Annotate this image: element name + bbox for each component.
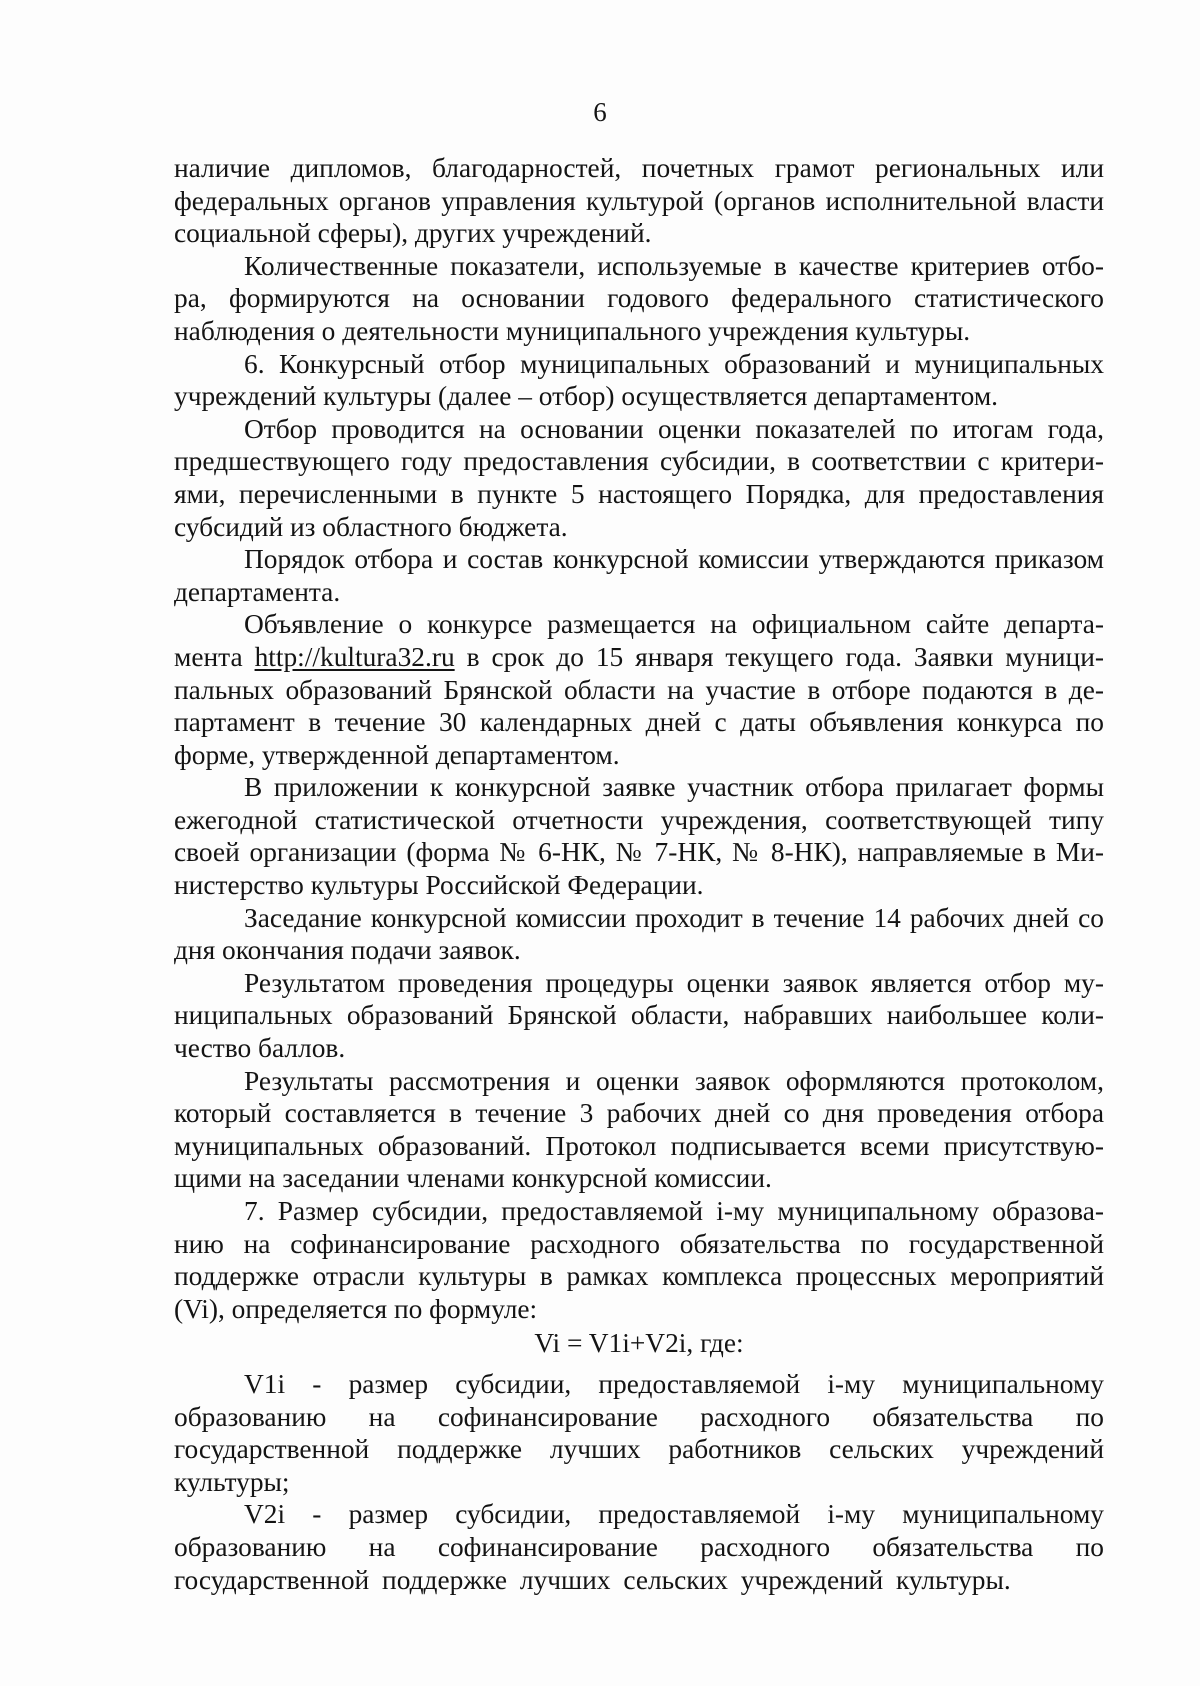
paragraph-section-7: 7. Размер субсидии, предоставляемой i-му муниципальному образова-нию на софинансирование расходного обязательства по государственной поддержке отрасли культуры в рамках комплекса процессных мероприятий (Vi), определяется по формуле: [174,1196,1104,1324]
paragraph-section-6: 6. Конкурсный отбор муниципальных образований и муниципальных учреждений культуры (далее – отбор) осуществляется департаментом. [174,348,1104,412]
paragraph-commission-meeting: Заседание конкурсной комиссии проходит в течение 14 рабочих дней со дня окончания подачи заявок. [174,902,1104,966]
paragraph-diplomas: наличие дипломов, благодарностей, почетных грамот региональных или федеральных органов управления культурой (органов исполнительной власти социальной сферы), других учреждений. [174,153,1104,249]
paragraph-announcement [174,608,1104,771]
page-number: 6 [593,97,607,127]
subsidy-formula: Vi = V1i+V2i, где: [534,1328,744,1359]
definition-v2i: V2i - размер субсидии, предоставляемой i-му муниципальному образованию на софинансирование расходного обязательства по государственной поддержке лучших сельских учреждений культуры. [174,1499,1104,1595]
paragraph-selection-order: Порядок отбора и состав конкурсной комиссии утверждаются приказом департамента. [174,544,1104,607]
announcement-text-before: Объявление о конкурсе размещается на официальном сайте департа-мента [174,609,1104,672]
paragraph-selection-basis: Отбор проводится на основании оценки показателей по итогам года, предшествующего году предоставления субсидии, в соответствии с критери-ями, перечисленными в пункте 5 настоящего Порядка, для предоставления субсидий из областного бюджета. [174,413,1104,542]
paragraph-evaluation-result: Результатом проведения процедуры оценки заявок является отбор му-ниципальных образований Брянской области, набравших наибольшее коли-чество баллов. [174,967,1104,1064]
definition-v1i: V1i - размер субсидии, предоставляемой i-му муниципальному образованию на софинансирование расходного обязательства по государственной поддержке лучших работников сельских учреждений культуры; [174,1368,1104,1497]
kultura32-link[interactable]: http://kultura32.ru [254,641,455,672]
paragraph-protocol: Результаты рассмотрения и оценки заявок оформляются протоколом, который составляется в течение 3 рабочих дней со дня проведения отбора муниципальных образований. Протокол подписывается всеми присутствую-щими на заседании членами конкурсной комиссии. [174,1065,1104,1194]
paragraph-quantitative-indicators: Количественные показатели, используемые в качестве критериев отбо-ра, формируются на основании годового федерального статистического наблюдения о деятельности муниципального учреждения культуры. [174,250,1104,346]
paragraph-application-annex: В приложении к конкурсной заявке участник отбора прилагает формы ежегодной статистической отчетности учреждения, соответствующей типу своей организации (форма № 6-НК, № 7-НК, № 8-НК), направляемые в Ми-нистерство культуры Российской Федерации. [174,772,1104,901]
document-body [174,152,1104,1596]
announcement-text-after: в срок до 15 января текущего года. Заявки муници-пальных образований Брянской области на участие в отборе подаются в де-партамент в течение 30 календарных дней с даты объявления конкурса по форме, утвержденной департаментом. [174,641,1104,770]
